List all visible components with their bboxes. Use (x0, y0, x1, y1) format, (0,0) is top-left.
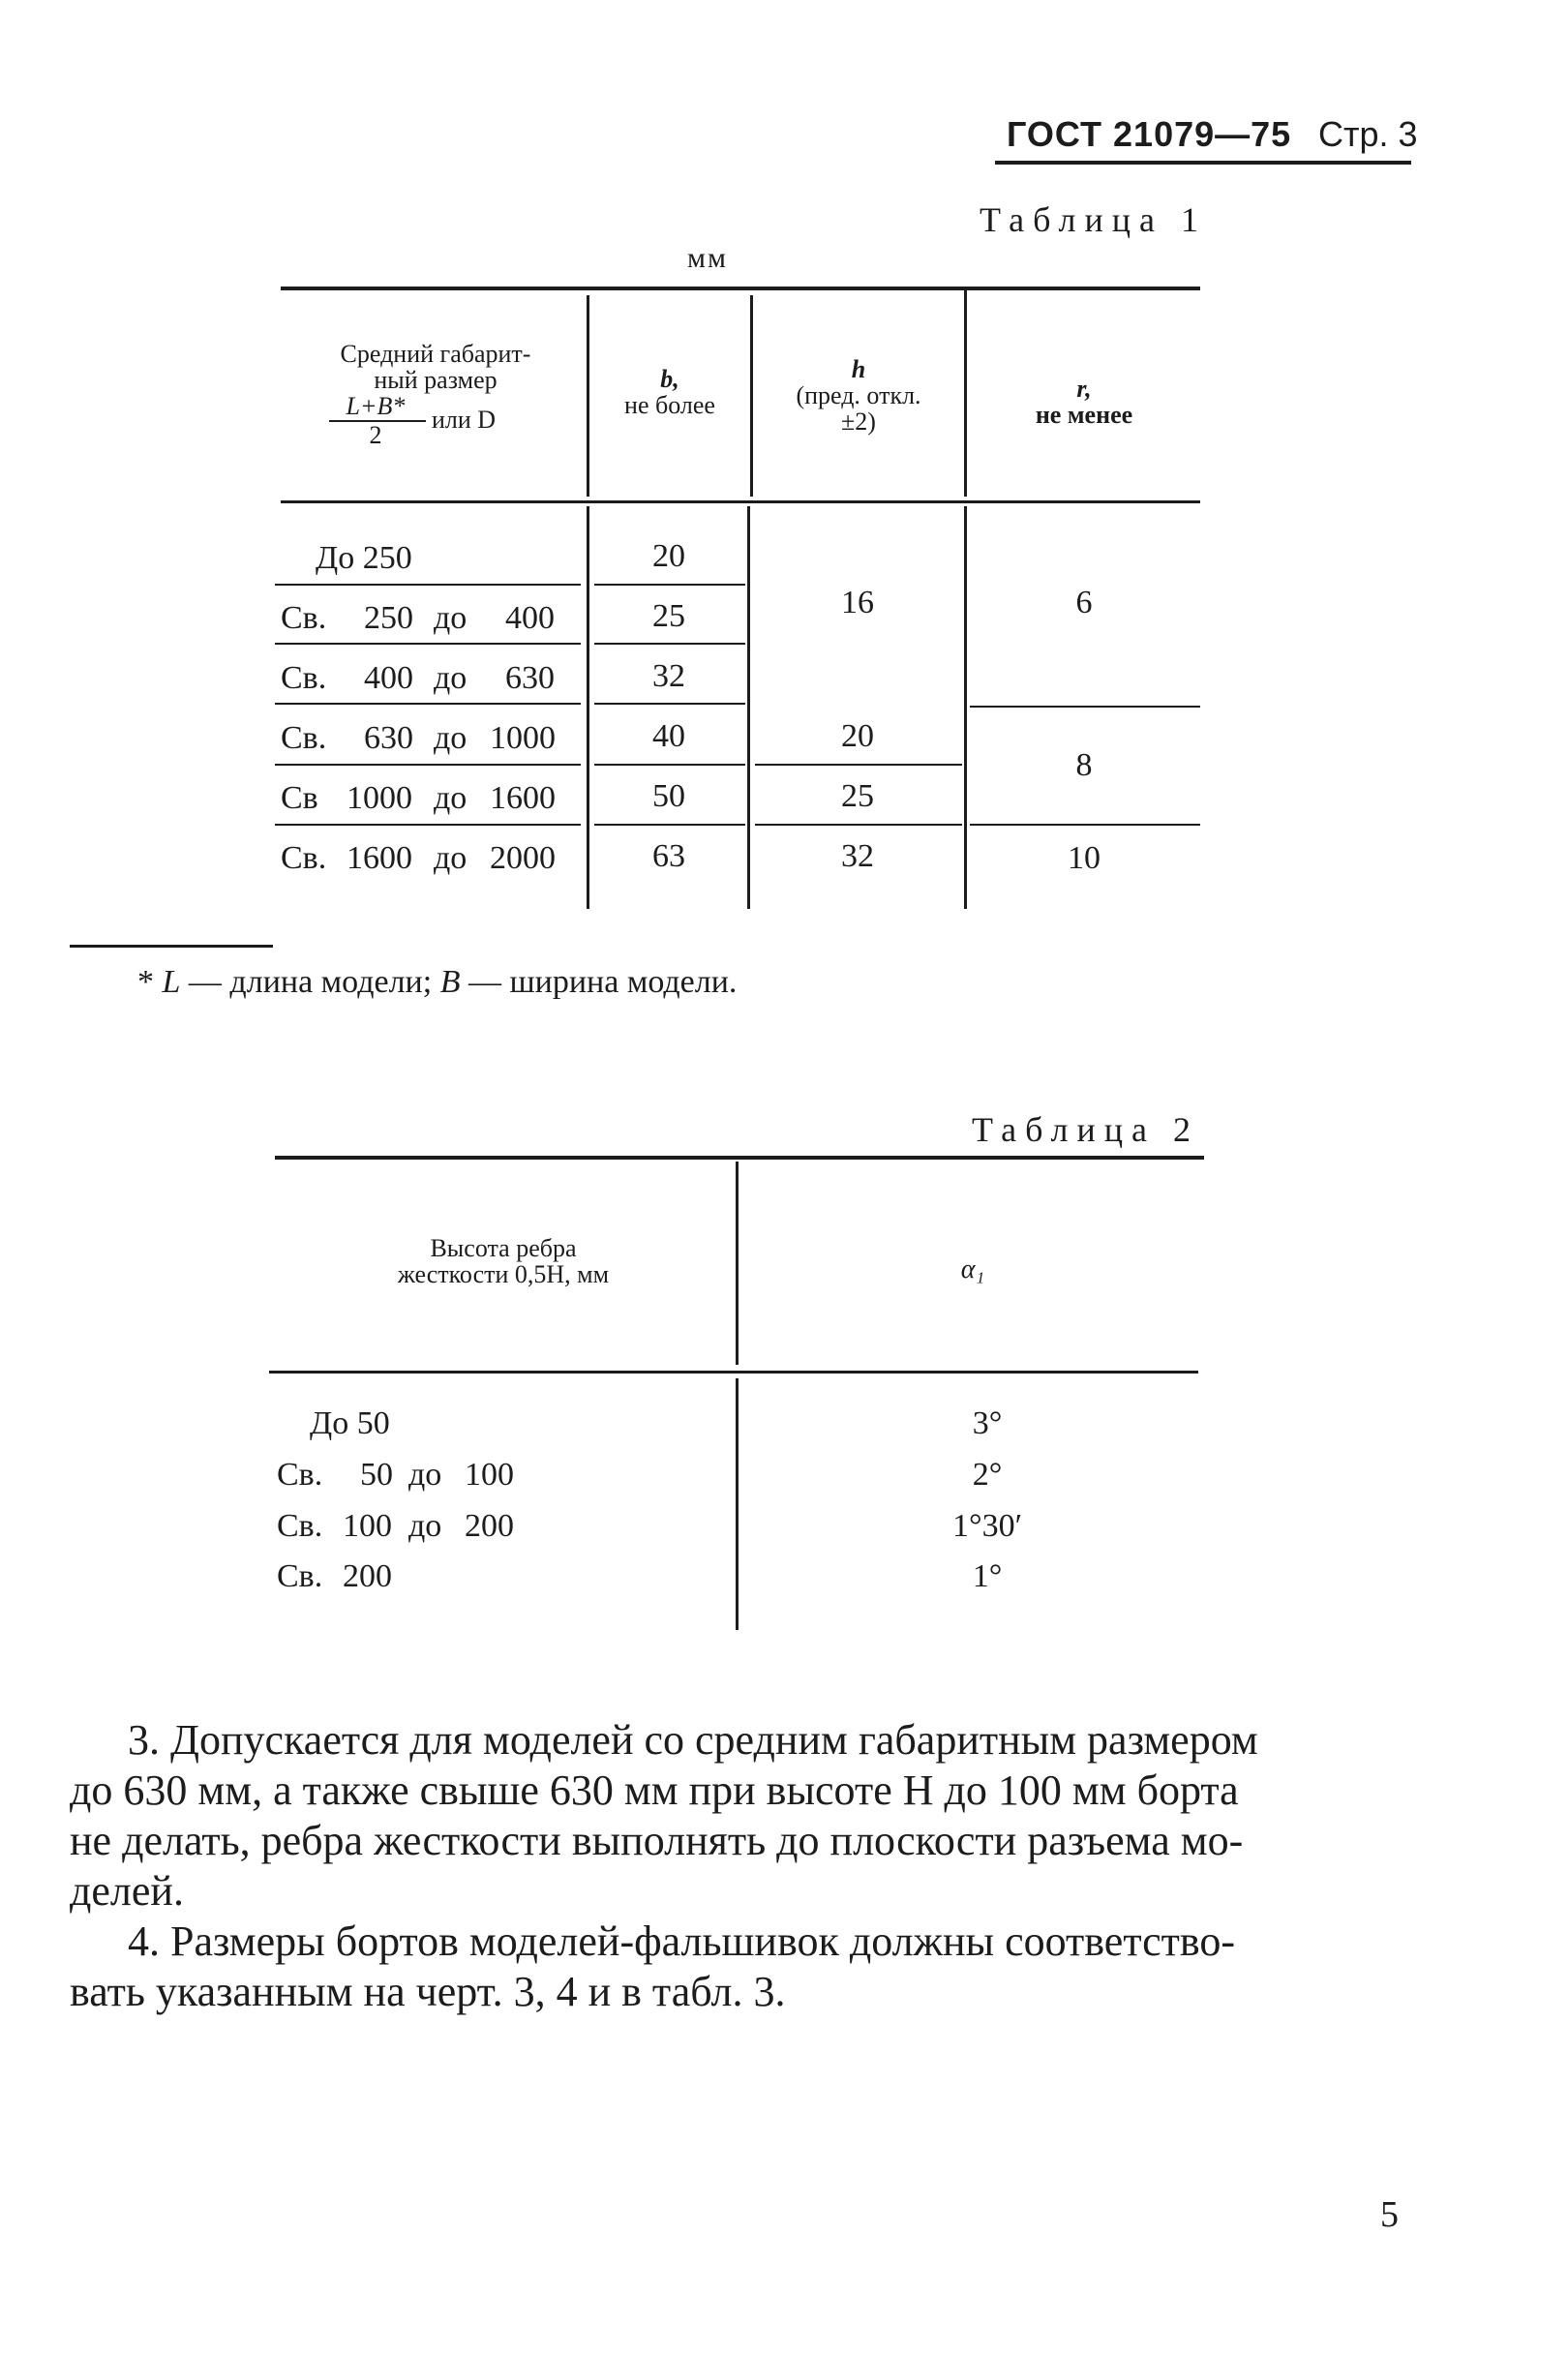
table2-alpha-value: 1° (972, 1558, 1003, 1594)
footnote-rule (70, 945, 273, 948)
table-row: Св. 50 до 100 (277, 1457, 514, 1493)
table1-h-value: 16 (841, 585, 874, 620)
table1-footnote: * L — длина модели; B — ширина модели. (137, 964, 738, 1000)
table2-top-rule (275, 1156, 1204, 1160)
table1-b-value: 25 (652, 598, 685, 634)
table1-b-value: 63 (652, 838, 685, 874)
table2-caption: Таблица 2 (972, 1110, 1199, 1149)
table1-b-value: 20 (652, 538, 685, 574)
table2-header-height: Высота ребра жесткости 0,5H, мм (397, 1234, 610, 1288)
table-row: Св. 400 до 630 (281, 660, 555, 696)
table-row: Св. 200 (277, 1558, 392, 1594)
table-row: Св. 1600 до 2000 (281, 840, 556, 876)
table1-h-value: 25 (841, 778, 874, 814)
header-underline (995, 161, 1411, 165)
table2-header-rule (269, 1371, 1198, 1374)
table1-h-value: 32 (841, 838, 874, 874)
document-standard-number: ГОСТ 21079—75 (1007, 114, 1292, 154)
paragraph-4: 4. Размеры бортов моделей-фальшивок должны соответство- вать указанным на черт. 3, 4 и в табл. 3. (70, 1917, 1235, 2015)
table-row: Св. 250 до 400 (281, 600, 555, 636)
table1-header-rule (281, 500, 1200, 503)
table2-header-alpha: α₁ (960, 1254, 985, 1284)
table1-header-r: r, не менее (1035, 375, 1133, 429)
table1-header-h: h (пред. откл. ±2) (796, 355, 921, 436)
table1-h-value: 20 (841, 718, 874, 754)
table2-alpha-value: 2° (972, 1457, 1003, 1493)
table1-r-value: 6 (1075, 585, 1093, 620)
table1-r-value: 8 (1075, 747, 1093, 783)
table1-b-value: 32 (652, 658, 685, 694)
table1-header-b: b, не более (624, 365, 715, 419)
paragraph-3: 3. Допускается для моделей со средним габаритным размером до 630 мм, а также свыше 630 мм при высоте H до 100 мм борта не делать, ребра жесткости выполнять до плоскости разъема мо- делей. (70, 1716, 1258, 1915)
table1-unit: мм (687, 242, 728, 274)
table1-b-value: 40 (652, 718, 685, 754)
page-number: 5 (1380, 2194, 1399, 2235)
table2-alpha-value: 3° (972, 1405, 1003, 1441)
table2-alpha-value: 1°30′ (951, 1508, 1023, 1544)
table-row: Св 1000 до 1600 (281, 780, 556, 816)
table-row: Св. 100 до 200 (277, 1508, 514, 1544)
table1-caption: Таблица 1 (980, 200, 1207, 239)
table1-r-value: 10 (1068, 840, 1101, 876)
table1-b-value: 50 (652, 778, 685, 814)
table1-top-rule (281, 287, 1200, 290)
page-reference: Стр. 3 (1318, 114, 1418, 154)
table-row: Св. 630 до 1000 (281, 720, 556, 756)
table1-header-size: Средний габарит- ный размер L+B* 2 или D (290, 341, 581, 445)
